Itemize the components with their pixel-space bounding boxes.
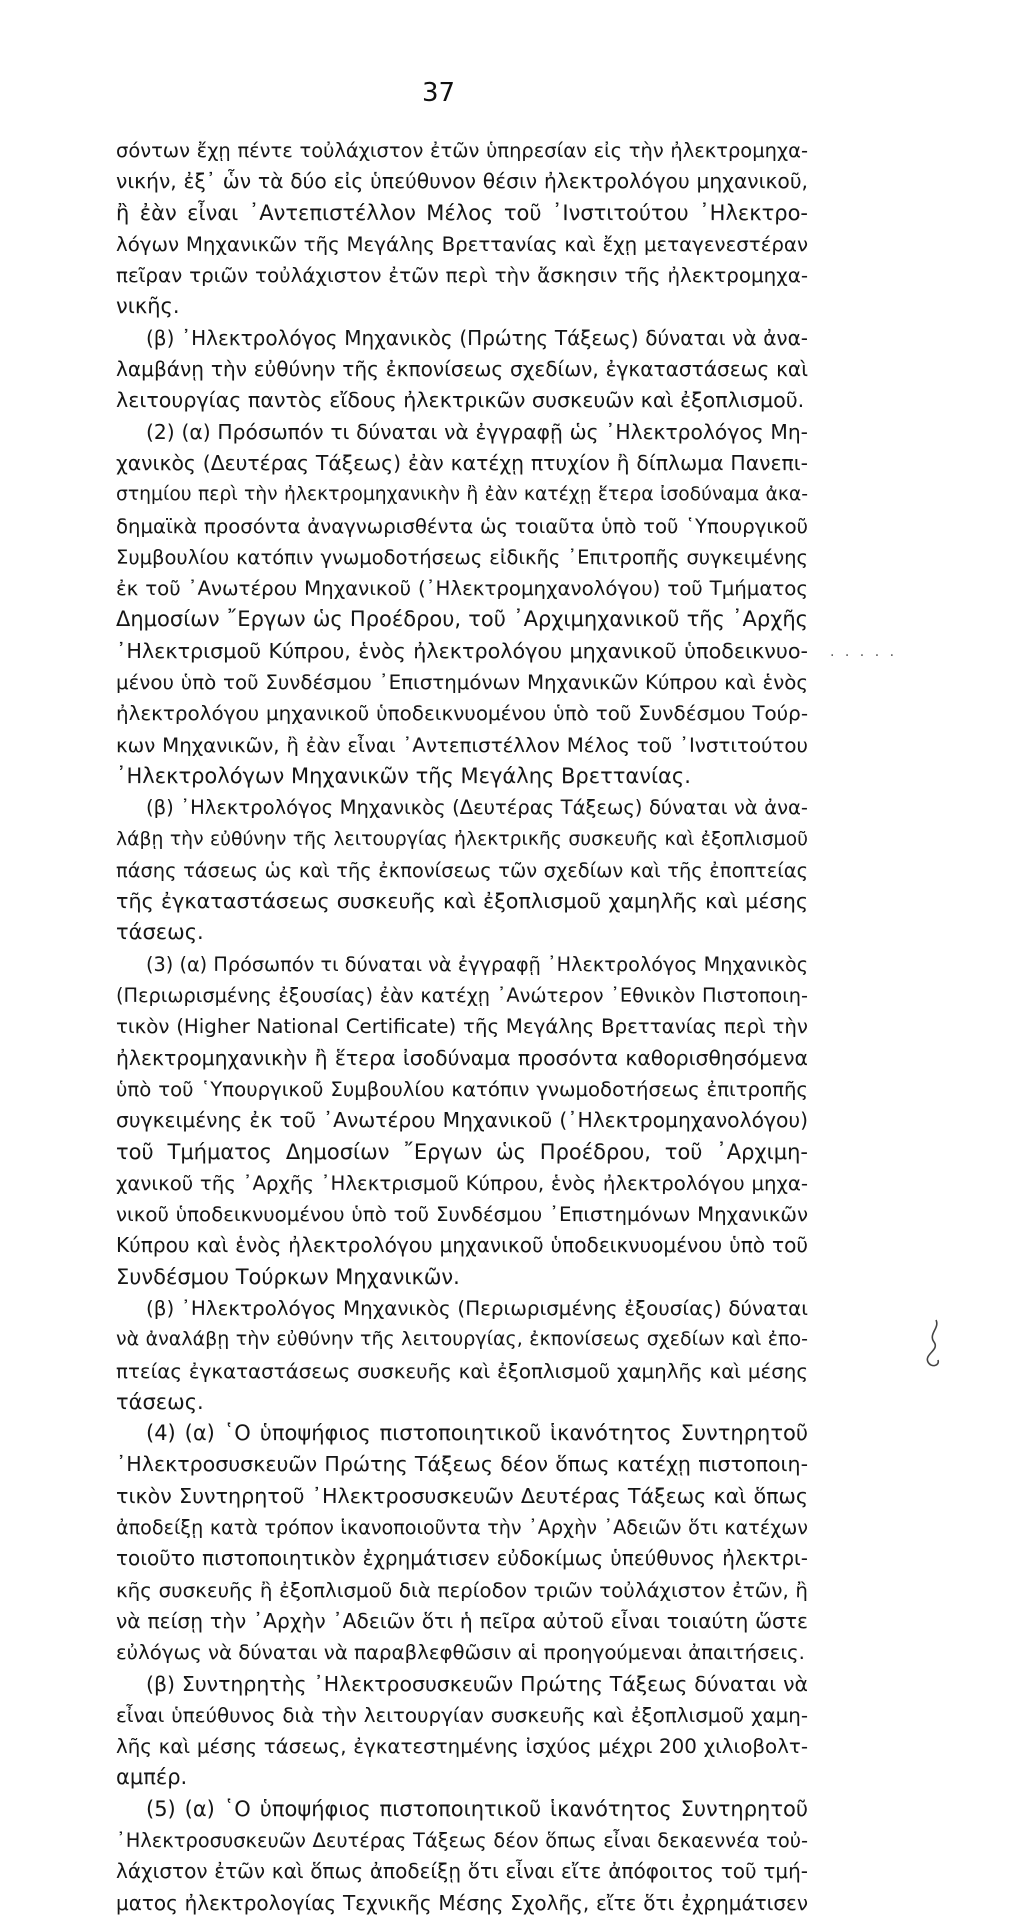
body-text	[116, 135, 808, 1919]
text-line: χανικὸς (Δευτέρας Τάξεως) ἐὰν κατέχῃ πτυχίον ἢ δίπλωμα Πανεπι-	[116, 450, 808, 475]
margin-dots: · · · · ·	[830, 648, 898, 664]
text-line: (β) ᾽Ηλεκτρολόγος Μηχανικὸς (Περιωρισμένης ἐξουσίας) δύναται	[146, 1296, 808, 1320]
text-line: νικήν, ἐξ᾽ ὧν τὰ δύο εἰς ὑπεύθυνον θέσιν ἠλεκτρολόγου μηχανικοῦ,	[116, 169, 808, 194]
text-line: εἶναι ὑπεύθυνος διὰ τὴν λειτουργίαν συσκευῆς καὶ ἐξοπλισμοῦ χαμη-	[116, 1703, 808, 1727]
text-line: ἢ ἐὰν εἶναι ᾽Αντεπιστέλλον Μέλος τοῦ ᾽Ινστιτούτου ᾽Ηλεκτρο-	[116, 200, 808, 225]
text-line: ᾽Ηλεκτρισμοῦ Κύπρου, ἑνὸς ἠλεκτρολόγου μηχανικοῦ ὑποδεικνυο-	[116, 638, 808, 663]
text-line: τῆς ἐγκαταστάσεως συσκευῆς καὶ ἐξοπλισμοῦ χαμηλῆς καὶ μέσης	[116, 889, 808, 914]
text-line: δημαϊκὰ προσόντα ἀναγνωρισθέντα ὡς τοιαῦτα ὑπὸ τοῦ ῾Υπουργικοῦ	[116, 514, 808, 538]
text-line: συγκειμένης ἐκ τοῦ ᾽Ανωτέρου Μηχανικοῦ (᾽Ηλεκτρομηχανολόγου)	[116, 1108, 808, 1133]
text-line: λάχιστον ἐτῶν καὶ ὅπως ἀποδείξῃ ὅτι εἶναι εἴτε ἀπόφοιτος τοῦ τμή-	[116, 1859, 808, 1884]
text-line: (3) (α) Πρόσωπόν τι δύναται νὰ ἐγγραφῇ ᾽Ηλεκτρολόγος Μηχανικὸς	[146, 952, 808, 976]
text-line: λόγων Μηχανικῶν τῆς Μεγάλης Βρεττανίας καὶ ἔχῃ μεταγενεστέραν	[116, 232, 808, 256]
text-line: ἀποδείξῃ κατὰ τρόπον ἱκανοποιοῦντα τὴν ᾽Αρχὴν ᾽Αδειῶν ὅτι κατέχων	[116, 1516, 808, 1540]
text-line: πεῖραν τριῶν τοὐλάχιστον ἐτῶν περὶ τὴν ἄσκησιν τῆς ἠλεκτρομηχα-	[116, 264, 808, 288]
text-line: ἐκ τοῦ ᾽Ανωτέρου Μηχανικοῦ (᾽Ηλεκτρομηχανολόγου) τοῦ Τμήματος	[116, 577, 808, 601]
page-number: 37	[422, 78, 456, 108]
text-line: τοιοῦτο πιστοποιητικὸν ἐχρημάτισεν εὐδοκίμως ὑπεύθυνος ἠλεκτρι-	[116, 1546, 808, 1571]
text-line: πτείας ἐγκαταστάσεως συσκευῆς καὶ ἐξοπλισμοῦ χαμηλῆς καὶ μέσης	[116, 1359, 808, 1383]
text-line: (β) Συντηρητὴς ᾽Ηλεκτροσυσκευῶν Πρώτης Τάξεως δύναται νὰ	[146, 1671, 808, 1696]
text-line: λῆς καὶ μέσης τάσεως, ἐγκατεστημένης ἰσχύος μέχρι 200 χιλιοβολτ-	[116, 1735, 808, 1759]
text-line: τικὸν Συντηρητοῦ ᾽Ηλεκτροσυσκευῶν Δευτέρας Τάξεως καὶ ὅπως	[116, 1483, 808, 1508]
text-line: (5) (α) ῾Ο ὑποψήφιος πιστοποιητικοῦ ἱκανότητος Συντηρητοῦ	[146, 1796, 808, 1821]
text-line: λάβῃ τὴν εὐθύνην τῆς λειτουργίας ἠλεκτρικῆς συσκευῆς καὶ ἐξοπλισμοῦ	[116, 828, 808, 850]
text-line: τικὸν (Higher National Certificate) τῆς Μεγάλης Βρεττανίας περὶ τὴν	[116, 1015, 808, 1039]
text-line: ὑπὸ τοῦ ῾Υπουργικοῦ Συμβουλίου κατόπιν γνωμοδοτήσεως ἐπιτροπῆς	[116, 1077, 808, 1101]
text-line: νὰ ἀναλάβῃ τὴν εὐθύνην τῆς λειτουργίας, ἐκπονίσεως σχεδίων καὶ ἐπο-	[116, 1328, 808, 1351]
text-line: ματος ἠλεκτρολογίας Τεχνικῆς Μέσης Σχολῆς, εἴτε ὅτι ἐχρημάτισεν	[116, 1890, 808, 1915]
text-line: στημίου περὶ τὴν ἠλεκτρομηχανικὴν ἢ ἐὰν κατέχῃ ἕτερα ἰσοδύναμα ἀκα-	[116, 484, 808, 506]
text-line: (Περιωρισμένης ἐξουσίας) ἐὰν κατέχῃ ᾽Ανώτερον ᾽Εθνικὸν Πιστοποιη-	[116, 984, 808, 1008]
text-line: νικοῦ ὑποδεικνυομένου ὑπὸ τοῦ Συνδέσμου ᾽Επιστημόνων Μηχανικῶν	[116, 1203, 808, 1227]
text-line: (4) (α) ῾Ο ὑποψήφιος πιστοποιητικοῦ ἱκανότητος Συντηρητοῦ	[146, 1421, 808, 1446]
text-line: Συνδέσμου Τούρκων Μηχανικῶν.	[116, 1264, 460, 1289]
text-line: ᾽Ηλεκτροσυσκευῶν Δευτέρας Τάξεως δέον ὅπως εἶναι δεκαεννέα τοὐ-	[116, 1829, 808, 1853]
text-line: εὐλόγως νὰ δύναται νὰ παραβλεφθῶσιν αἱ προηγούμεναι ἀπαιτήσεις.	[116, 1641, 805, 1665]
text-line: τάσεως.	[116, 920, 204, 945]
text-line: νικῆς.	[116, 294, 180, 319]
handwritten-mark	[920, 1318, 946, 1374]
text-line: Κύπρου καὶ ἑνὸς ἠλεκτρολόγου μηχανικοῦ ὑποδεικνυομένου ὑπὸ τοῦ	[116, 1233, 808, 1258]
text-line: ἠλεκτρομηχανικὴν ἢ ἕτερα ἰσοδύναμα προσόντα καθορισθησόμενα	[116, 1045, 808, 1070]
text-line: αμπέρ.	[116, 1765, 188, 1790]
text-line: χανικοῦ τῆς ᾽Αρχῆς ᾽Ηλεκτρισμοῦ Κύπρου, ἑνὸς ἠλεκτρολόγου μηχα-	[116, 1171, 808, 1195]
text-line: σόντων ἔχῃ πέντε τοὐλάχιστον ἐτῶν ὑπηρεσίαν εἰς τὴν ἠλεκτρομηχα-	[116, 139, 808, 162]
text-line: τάσεως.	[116, 1389, 204, 1414]
text-line: λαμβάνῃ τὴν εὐθύνην τῆς ἐκπονίσεως σχεδίων, ἐγκαταστάσεως καὶ	[116, 357, 808, 382]
text-line: (β) ᾽Ηλεκτρολόγος Μηχανικὸς (Δευτέρας Τάξεως) δύναται νὰ ἀνα-	[146, 796, 808, 820]
text-line: μένου ὑπὸ τοῦ Συνδέσμου ᾽Επιστημόνων Μηχανικῶν Κύπρου καὶ ἑνὸς	[116, 671, 808, 695]
text-line: (2) (α) Πρόσωπόν τι δύναται νὰ ἐγγραφῇ ὡς ᾽Ηλεκτρολόγος Μη-	[146, 419, 808, 444]
text-line: ᾽Ηλεκτροσυσκευῶν Πρώτης Τάξεως δέον ὅπως κατέχῃ πιστοποιη-	[116, 1452, 808, 1477]
text-line: Συμβουλίου κατόπιν γνωμοδοτήσεως εἰδικῆς ᾽Επιτροπῆς συγκειμένης	[116, 545, 808, 569]
text-line: (β) ᾽Ηλεκτρολόγος Μηχανικὸς (Πρώτης Τάξεως) δύναται νὰ ἀνα-	[146, 325, 808, 350]
text-line: ᾽Ηλεκτρολόγων Μηχανικῶν τῆς Μεγάλης Βρεττανίας.	[116, 763, 691, 788]
text-line: ἠλεκτρολόγου μηχανικοῦ ὑποδεικνυομένου ὑπὸ τοῦ Συνδέσμου Τούρ-	[116, 702, 808, 726]
text-line: πάσης τάσεως ὡς καὶ τῆς ἐκπονίσεως τῶν σχεδίων καὶ τῆς ἐποπτείας	[116, 858, 808, 882]
text-line: κῆς συσκευῆς ἢ ἐξοπλισμοῦ διὰ περίοδον τριῶν τοὐλάχιστον ἐτῶν, ἢ	[116, 1578, 808, 1602]
text-line: λειτουργίας παντὸς εἴδους ἠλεκτρικῶν συσκευῶν καὶ ἐξοπλισμοῦ.	[116, 388, 805, 413]
text-line: κων Μηχανικῶν, ἢ ἐὰν εἶναι ᾽Αντεπιστέλλον Μέλος τοῦ ᾽Ινστιτούτου	[116, 733, 808, 757]
text-line: τοῦ Τμήματος Δημοσίων ῎Εργων ὡς Προέδρου, τοῦ ᾽Αρχιμη-	[116, 1139, 808, 1164]
text-line: νὰ πείσῃ τὴν ᾽Αρχὴν ᾽Αδειῶν ὅτι ἡ πεῖρα αὐτοῦ εἶναι τοιαύτη ὥστε	[116, 1608, 808, 1633]
text-line: Δημοσίων ῎Εργων ὡς Προέδρου, τοῦ ᾽Αρχιμηχανικοῦ τῆς ᾽Αρχῆς	[116, 607, 808, 632]
